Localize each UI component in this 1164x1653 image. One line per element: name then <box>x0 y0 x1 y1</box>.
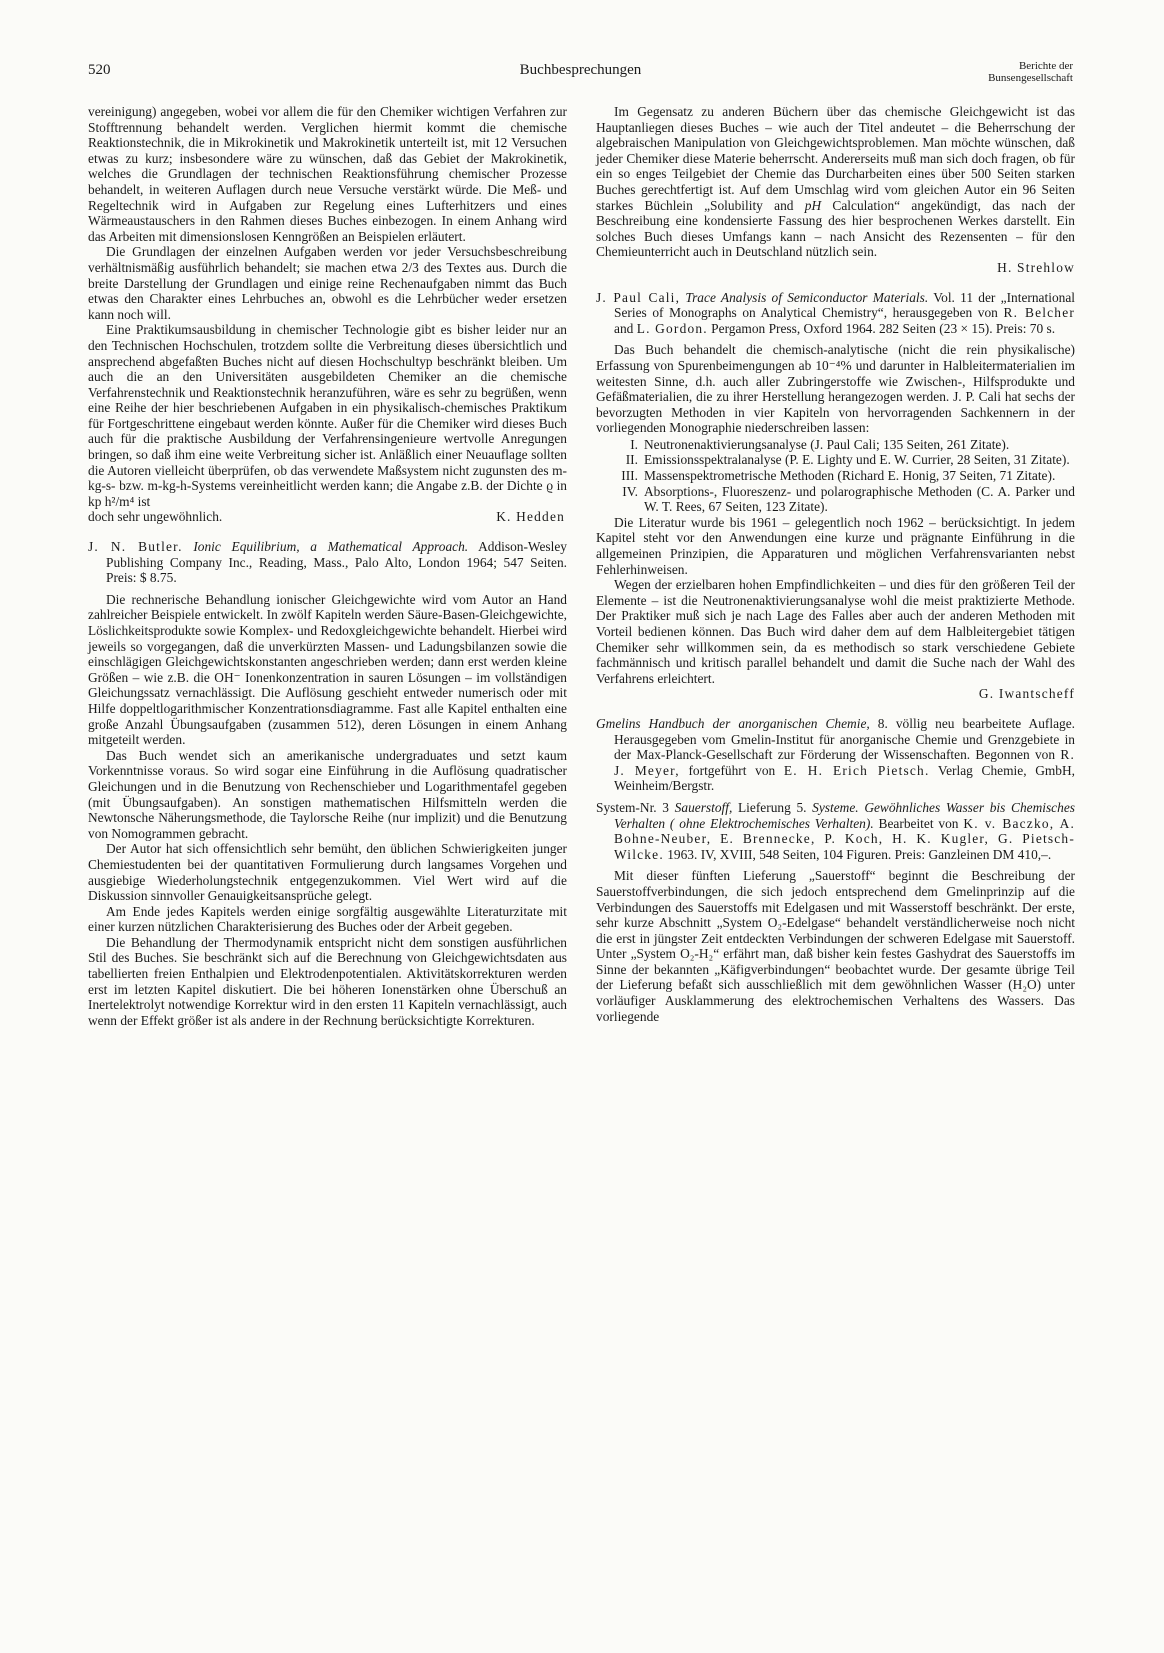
review4-sys-d: 1963. IV, XVIII, 548 Seiten, 104 Figuren. Preis: Ganzleinen DM 410,–. <box>663 846 1052 862</box>
list-item <box>596 437 1075 453</box>
review3-reference <box>596 290 1075 337</box>
review1-closing-line <box>88 509 567 525</box>
review4-info-a: 8. völlig neu bearbeitete Auflage. Herausgegeben vom Gmelin-Institut für anorganische Chemie und Grenzgebiete in der Max-Planck-Gesellschaft zur Förderung der Wissenschaften. Begonnen von <box>614 715 1075 763</box>
review2-reference <box>88 539 567 586</box>
review4-sys-b: Lieferung 5. <box>732 799 813 815</box>
review2-paragraph-4: Am Ende jedes Kapitels werden einige sorgfältig ausgewählte Literaturzitate mit einer kurzen nützlichen Charakterisierung des Buches oder der Arbeit gegeben. <box>88 903 567 935</box>
review4-sys-a: System-Nr. 3 <box>596 799 675 815</box>
right-column <box>596 104 1075 1024</box>
review2-publisher: Addison-Wesley Publishing Company Inc., Reading, Mass., Palo Alto, London 1964; 547 Seiten. Preis: $ 8.75. <box>106 539 567 586</box>
review1-paragraph-2 <box>88 244 567 322</box>
review3-editor-1: R. Belcher <box>1003 305 1075 321</box>
review3-publisher: Pergamon Press, Oxford 1964. 282 Seiten (23 × 15). Preis: 70 s. <box>707 320 1056 336</box>
review3-paragraph-1: Das Buch behandelt die chemisch-analytische (nicht die rein physikalische) Erfassung von Spurenbeimengungen ab 10⁻⁴% und darunter in Halbleitermaterialien im weitesten Sinne, d.h. auch aller Zubringerstoffe wie Zwischen-, Hilfsprodukte und Gefäßmaterialien, die zu ihrer Herstellung herangezogen werden. J. P. Cali hat sechs der bevorzugten Methoden in vier Kapiteln von hervorragenden Sachkennern in der vorliegenden Monographie niederschreiben lassen: <box>596 342 1075 436</box>
review2-paragraph-5: Die Behandlung der Thermodynamik entspricht nicht dem sonstigen ausführlichen Stil des Buches. Sie beschränkt sich auf die Berechnung von Gleichgewichtsdaten aus tabellierten freien Enthalpien und Elektrodenpotentialen. Aktivitätskorrekturen werden erst im letzten Kapitel diskutiert. Die bei höheren Ionenstärken ohne Überschuß an Inertelektrolyt notwendige Korrektur wird in den ersten 11 Kapiteln vernachlässigt, auch wenn der Effekt größer ist als andere in der Rechnung berücksichtigte Korrekturen. <box>88 934 567 1028</box>
list-item-number: I. <box>630 436 638 452</box>
review2-book-title: Ionic Equilibrium, a Mathematical Approach. <box>193 539 469 555</box>
review1-p2-a: Die Grundlagen der einzelnen Aufgaben werden vor jeder Versuchsbeschreibung verhältnismäßig ausführlich behandelt; sie machen etwa <box>88 244 567 275</box>
review4-info-c: Verlag Chemie, GmbH, Weinheim/Bergstr. <box>614 762 1076 794</box>
review3-series-a: Vol. 11 der „International Series of Monographs on Analytical Chemistry“, herausgegeben von <box>614 289 1075 321</box>
review4-sys-c: Bearbeitet von <box>873 815 964 831</box>
review2-p6-b: Calculation“ angekündigt, das nach der Beschreibung eine kondensierte Fassung des hier besprochenen Werkes darstellt. Ein solches Buch dieses Umfangs kann – nach Ansicht des Rezensenten – für den Chemieunterricht auch in Deutschland nützlich sein. <box>596 197 1075 260</box>
review2-author: J. N. Butler. <box>88 539 183 555</box>
review3-paragraph-3: Wegen der erzielbaren hohen Empfindlichkeiten – und dies für den größeren Teil der Elemente – ist die Neutronenaktivierungsanalyse wohl die meist praktizierte Methode. Der Praktiker muß sich je nach Lage des Falles aber auch der anderen Methoden mit Vorteil bedienen können. Das Buch wird daher dem auf dem Halbleitergebiet tätigen Chemiker sehr willkommen sein, da es methodisch so stark verschiedene Gebiete fachmännisch und kritisch parallel behandelt und damit die Suche nach der Wahl des Verfahrens erleichtert. <box>596 577 1075 686</box>
left-column <box>88 104 567 1028</box>
review2-paragraph-1: Die rechnerische Behandlung ionischer Gleichgewichte wird vom Autor an Hand zahlreicher Beispiele entwickelt. In zwölf Kapiteln werden Säure-Basen-Gleichgewichte, Löslichkeitsprodukte sowie Komplex- und Redoxgleichgewichte behandelt. Hierbei wird jeweils so vorgegangen, daß die unverkürzten Massen- und Ladungsbilanzen sowie die einschlägigen Gleichgewichtskonstanten angeschrieben werden; dann erst werden kleine Größen – wie z.B. die OH⁻ Ionenkonzentration in sauren Lösungen – im vollständigen Gleichungssatz vernachlässigt. Die Auflösung geschieht entweder numerisch oder mit Hilfe doppeltlogarithmischer Konzentrationsdiagramme. Fast alle Kapitel enthalten eine große Anzahl Übungsaufgaben (zusammen 512), deren Lösungen in einem Anhang mitgeteilt werden. <box>88 591 567 748</box>
review1-paragraph-1: vereinigung) angegeben, wobei vor allem die für den Chemiker wichtigen Verfahren zur Stofftrennung behandelt werden. Verglichen hiermit kommt die chemische Reaktionstechnik, die in Mikrokinetik und Makrokinetik unterteilt ist, mit 12 Versuchen etwas zu kurz; insbesondere wäre zu wünschen, daß das Gebiet der Makrokinetik, welches die Grundlagen der technischen Reaktionsführung chemischer Prozesse behandelt, in weiteren Auflagen durch neue Versuche verstärkt würde. Die Meß- und Regeltechnik wird in Aufgaben zur Regelung eines Lufterhitzers und eines Wärmeaustauschers in den Rahmen dieses Buches einbezogen. In einem Anhang wird das Arbeiten mit dimensionslosen Kenngrößen an Beispielen erläutert. <box>88 104 567 244</box>
review4-editor-2: E. H. Erich Pietsch. <box>783 762 930 778</box>
review3-paragraph-2: Die Literatur wurde bis 1961 – gelegentlich noch 1962 – berücksichtigt. In jedem Kapitel steht vor den Anwendungen eine kurze und prägnante Einführung in die allgemeinen Prinzipien, die Apparaturen und möglichen Verfahrensvarianten nebst Fehlerhinweisen. <box>596 514 1075 577</box>
ph-symbol: pH <box>804 197 822 213</box>
list-item-number: IV. <box>622 483 638 499</box>
review4-sys-italic: Sauerstoff, <box>674 799 733 815</box>
review2-p6-a: Im Gegensatz zu anderen Büchern über das chemische Gleichgewicht ist das Hauptanliegen dieses Buches – wie auch der Titel andeutet – die Beherrschung der algebraischen Manipulation von Gleichgewichtsproblemen. Man möchte wünschen, daß jeder Chemiker diese Materie beherrscht. Andererseits muß man sich doch fragen, ob für ein so enges Teilgebiet der Chemie das Durcharbeiten eines über 500 Seiten starken Buches gerechtfertigt ist. Auf dem Umschlag wird vom gleichen Autor ein 96 Seiten starkes Büchlein „Solubility and <box>596 104 1075 213</box>
journal-name <box>988 60 1073 84</box>
page-header <box>88 60 1073 86</box>
list-item-text: Absorptions-, Fluoreszenz- und polarographische Methoden (C. A. Parker und W. T. Rees, 67 Seiten, 123 Zitate). <box>644 483 1075 515</box>
review4-book-title: Gmelins Handbuch der anorganischen Chemie, <box>596 715 870 731</box>
review3-series-b: and <box>614 320 637 336</box>
review2-paragraph-6 <box>596 104 1075 260</box>
list-item <box>596 468 1075 484</box>
review2-paragraph-3: Der Autor hat sich offensichtlich sehr bemüht, den üblichen Schwierigkeiten junger Chemiestudenten bei der quantitativen Formulierung durch langsames Vorgehen und ausgiebige Wiederholungstechnik entgegenzukommen. Viel Wert wird auf die Diskussion sinnvoller Genauigkeitsansprüche gelegt. <box>88 841 567 904</box>
list-item-number: III. <box>621 468 638 484</box>
review3-signature: G. Iwantscheff <box>978 686 1075 702</box>
review4-sys-authors: K. v. Baczko, A. Bohne-Neuber, E. Brennecke, P. Koch, H. K. Kugler, G. Pietsch-Wilcke. <box>614 815 1076 862</box>
review3-book-title: Trace Analysis of Semiconductor Materials. <box>685 289 929 305</box>
journal-line-1: Berichte der <box>1018 60 1073 72</box>
review4-reference <box>596 716 1075 794</box>
review3-editor-2: L. Gordon. <box>636 320 708 336</box>
review1-p2-b: des Textes aus. Durch die breite Darstellung der Grundlagen und einige reine Rechenaufgaben nimmt das Buch etwas den Charakter eines Lehrbuches an, obwohl es die Lehrbücher weder ersetzen kann noch will. <box>88 259 567 322</box>
review4-editor-1: R. J. Meyer, <box>614 747 1075 778</box>
list-item <box>596 452 1075 468</box>
page-number: 520 <box>88 62 111 78</box>
list-item-text: Emissionsspektralanalyse (P. E. Lighty und E. W. Currier, 28 Seiten, 31 Zitate). <box>644 452 1070 468</box>
list-item-text: Massenspektrometrische Methoden (Richard E. Honig, 37 Seiten, 71 Zitate). <box>644 468 1056 484</box>
review2-paragraph-2: Das Buch wendet sich an amerikanische undergraduates und setzt kaum Vorkenntnisse voraus. So wird sogar eine Einführung in die Auflösung quadratischer Gleichungen und in die Benutzung von Rechenschieber und Logarithmentafel gegeben (mit Übungsaufgaben). An sonstigen mathematischen Hilfsmitteln werden die Newtonsche Näherungsmethode, die Taylorsche Reihe (nur implizit) und die Benutzung von Nomogrammen gebracht. <box>88 747 567 841</box>
review3-author: J. Paul Cali, <box>596 289 681 305</box>
review1-signature: K. Hedden <box>496 509 565 525</box>
review4-sys-italic-2: Systeme. Gewöhnliches Wasser bis Chemisches Verhalten ( ohne Elektrochemisches Verhalten). <box>614 799 1075 831</box>
review2-signature: H. Strehlow <box>997 259 1075 275</box>
fraction: 2/3 <box>401 259 419 275</box>
section-title: Buchbesprechungen <box>519 62 642 78</box>
review1-closing-text: doch sehr ungewöhnlich. <box>88 509 223 525</box>
review1-paragraph-3: Eine Praktikumsausbildung in chemischer Technologie gibt es bisher leider nur an den Technischen Hochschulen, trotzdem sollte die Verbreitung dieses übersichtlich und ansprechend abgefaßten Buches nicht auf diesen Hochschultyp beschränkt bleiben. Um auch die an den Universitäten ausgebildeten Chemiker an die chemische Verfahrenstechnik und Reaktionstechnik heranzuführen, wäre es sehr zu begrüßen, wenn eine Reihe der hier beschriebenen Aufgaben in ein physikalisch-chemisches Praktikum für Fortgeschrittene eingebaut werden könnte. Außer für die Chemiker wird dieses Buch auch für die praktische Ausbildung der Verfahrensingenieure wertvolle Anregungen bringen, so daß ihm eine weite Verbreitung sicher ist. Anläßlich einer Neuauflage sollten die Autoren vielleicht überprüfen, ob das verwendete Maßsystem nicht zugunsten des m-kg-s- bzw. m-kg-h-Systems vereinheitlicht werden kann; die Angabe z.B. der Dichte ϱ in kp h²/m⁴ ist <box>88 322 567 509</box>
review4-system-reference <box>596 800 1075 862</box>
review4-paragraph-1: Mit dieser fünften Lieferung „Sauerstoff“ beginnt die Beschreibung der Sauerstoffverbindungen, die sich jedoch entsprechend dem Gmelinprinzip auf die Verbindungen des Sauerstoffs mit Edelgasen und mit Wasserstoff beschränkt. Der erste, sehr kurze Abschnitt „System O₂-Edelgase“ behandelt verständlicherweise noch nicht die erst in jüngster Zeit entdeckten Verbindungen der schweren Edelgase mit Sauerstoff. Unter „System O₂-H₂“ erfährt man, daß bisher kein festes Gashydrat des Sauerstoffs im Sinne der bekannten „Käfigverbindungen“ beobachtet wurde. Der gesamte übrige Teil der Lieferung befaßt sich ausschließlich mit dem gewöhnlichen Wasser (H₂O) unter vorläufiger Ausklammerung des elektrochemischen Verhaltens des Wassers. Das vorliegende <box>596 868 1075 1024</box>
list-item-number: II. <box>625 452 638 468</box>
list-item-text: Neutronenaktivierungsanalyse (J. Paul Cali; 135 Seiten, 261 Zitate). <box>644 436 1010 452</box>
review4-info-b: fortgeführt von <box>679 762 784 778</box>
methods-list <box>596 437 1075 515</box>
journal-line-2: Bunsengesellschaft <box>988 72 1073 84</box>
list-item <box>596 484 1075 515</box>
